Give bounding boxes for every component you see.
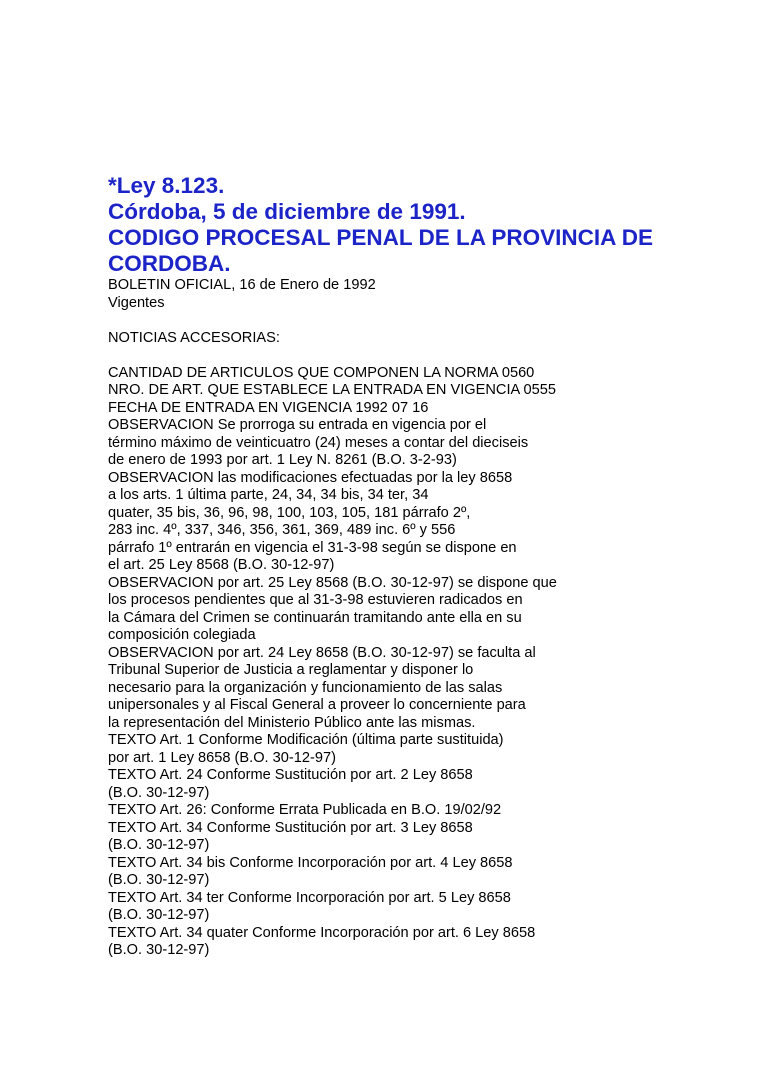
document-content [108,170,728,960]
text-line: término máximo de veinticuatro (24) meses a contar del dieciseis [108,434,529,451]
text-line: Tribunal Superior de Justicia a reglamentar y disponer lo [108,662,474,678]
text-line: TEXTO Art. 26: Conforme Errata Publicada en B.O. 19/02/92 [108,802,502,818]
text-line: 283 inc. 4º, 337, 346, 356, 361, 369, 489 inc. 6º y 556 [108,522,456,538]
text-line: OBSERVACION las modificaciones efectuadas por la ley 8658 [108,469,513,486]
text-line: TEXTO Art. 34 quater Conforme Incorporación por art. 6 Ley 8658 [108,924,536,941]
text-line: OBSERVACION Se prorroga su entrada en vigencia por el [108,417,487,433]
text-line: el art. 25 Ley 8568 (B.O. 30-12-97) [108,557,335,573]
spacer [108,347,728,365]
text-line: de enero de 1993 por art. 1 Ley N. 8261 (B.O. 3-2-93) [108,452,457,468]
text-line: párrafo 1º entrarán en vigencia el 31-3-98 según se dispone en [108,539,517,556]
text-line: composición colegiada [108,627,256,643]
spacer [108,312,728,330]
text-line: (B.O. 30-12-97) [108,784,210,801]
text-line: TEXTO Art. 34 Conforme Sustitución por art. 3 Ley 8658 [108,819,473,836]
text-line: CANTIDAD DE ARTICULOS QUE COMPONEN LA NORMA 0560 [108,364,535,381]
text-line: TEXTO Art. 34 bis Conforme Incorporación por art. 4 Ley 8658 [108,854,513,871]
law-title-line-1: CODIGO PROCESAL PENAL DE LA PROVINCIA DE [108,225,654,250]
text-line: TEXTO Art. 34 ter Conforme Incorporación por art. 5 Ley 8658 [108,889,511,906]
place-date: Córdoba, 5 de diciembre de 1991. [108,199,466,224]
law-number: *Ley 8.123. [108,173,225,198]
boletin-oficial: BOLETIN OFICIAL, 16 de Enero de 1992 [108,277,376,293]
text-line: la representación del Ministerio Público ante las mismas. [108,714,476,731]
text-line: quater, 35 bis, 36, 96, 98, 100, 103, 105, 181 párrafo 2º, [108,504,471,521]
text-line: TEXTO Art. 24 Conforme Sustitución por art. 2 Ley 8658 [108,767,473,783]
law-title-line-2: CORDOBA. [108,251,231,276]
text-line: por art. 1 Ley 8658 (B.O. 30-12-97) [108,749,336,766]
text-line: OBSERVACION por art. 25 Ley 8568 (B.O. 30-12-97) se dispone que [108,574,557,591]
text-line: FECHA DE ENTRADA EN VIGENCIA 1992 07 16 [108,399,429,416]
text-line: (B.O. 30-12-97) [108,837,210,853]
noticias-label: NOTICIAS ACCESORIAS: [108,329,280,346]
text-line: TEXTO Art. 1 Conforme Modificación (última parte sustituida) [108,732,504,748]
text-line: a los arts. 1 última parte, 24, 34, 34 bis, 34 ter, 34 [108,487,429,503]
text-line: necesario para la organización y funcionamiento de las salas [108,679,503,696]
text-line: OBSERVACION por art. 24 Ley 8658 (B.O. 30-12-97) se faculta al [108,644,536,661]
text-line: NRO. DE ART. QUE ESTABLECE LA ENTRADA EN VIGENCIA 0555 [108,382,556,398]
status-text: Vigentes [108,294,165,311]
text-line: unipersonales y al Fiscal General a proveer lo concerniente para [108,697,526,713]
notes-block [108,365,728,960]
text-line: (B.O. 30-12-97) [108,942,210,958]
text-line: la Cámara del Crimen se continuarán tramitando ante ella en su [108,609,522,626]
text-line: (B.O. 30-12-97) [108,907,210,923]
text-line: (B.O. 30-12-97) [108,872,210,888]
text-line: los procesos pendientes que al 31-3-98 estuvieren radicados en [108,592,523,608]
